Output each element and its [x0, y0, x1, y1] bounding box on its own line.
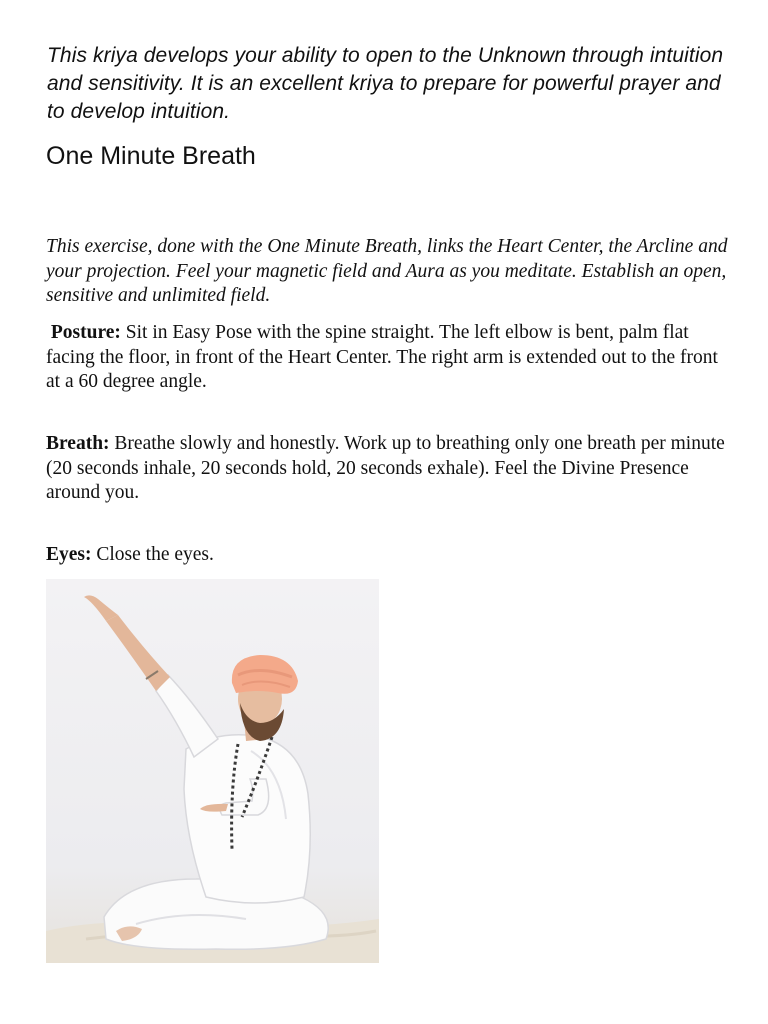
- breath-instruction: [46, 432, 736, 506]
- page-title: One Minute Breath: [46, 142, 256, 170]
- posture-instruction: [46, 321, 736, 395]
- eyes-text: Close the eyes.: [91, 544, 214, 565]
- eyes-instruction: [46, 543, 736, 568]
- exercise-description: This exercise, done with the One Minute Breath, links the Heart Center, the Arcline and your projection. Feel your magnetic field and Aura as you meditate. Establish an open, sensitive and unlimited field.: [46, 236, 728, 306]
- intro-paragraph: This kriya develops your ability to open to the Unknown through intuition and sensitivity. It is an excellent kriya to prepare for powerful prayer and to develop intuition.: [47, 44, 724, 123]
- eyes-label: Eyes:: [46, 544, 92, 565]
- posture-label: Posture:: [50, 322, 121, 343]
- breath-label: Breath:: [46, 433, 110, 454]
- meditation-pose-photo: [46, 579, 379, 963]
- posture-text: Sit in Easy Pose with the spine straight. The left elbow is bent, palm flat facing the floor, in front of the Heart Center. The right arm is extended out to the front at a 60 degree angle.: [46, 322, 718, 392]
- breath-text: Breathe slowly and honestly. Work up to breathing only one breath per minute (20 seconds inhale, 20 seconds hold, 20 seconds exhale). Feel the Divine Presence around you.: [46, 433, 725, 503]
- meditating-figure-icon: [46, 579, 379, 963]
